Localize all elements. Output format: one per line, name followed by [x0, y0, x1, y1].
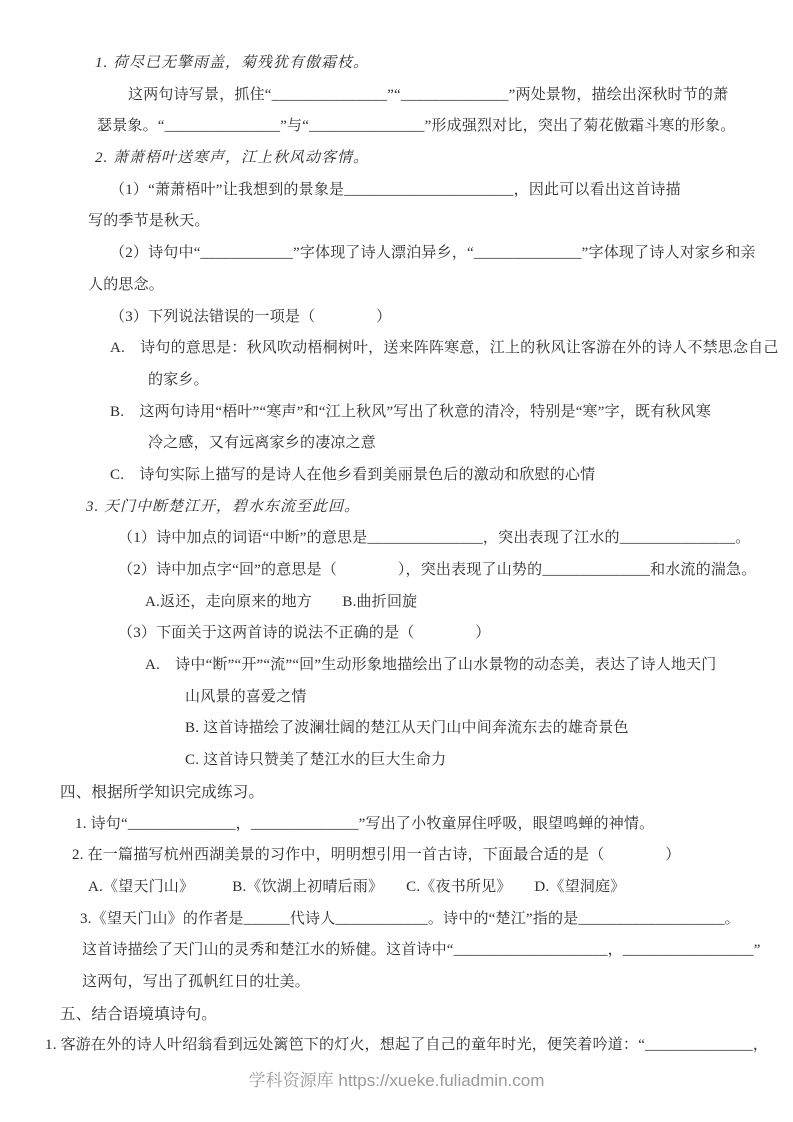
q3-poem-line: 3. 天门中断楚江开，碧水东流至此回。	[86, 498, 361, 515]
q2-option-a-line-1: A. 诗句的意思是：秋风吹动梧桐树叶，送来阵阵寒意，江上的秋风让客游在外的诗人不禁思念自己	[110, 340, 779, 357]
q1-analysis-line-2: 瑟景象。“_______________”与“_______________”形成强烈对比，突出了菊花傲霜斗寒的形象。	[97, 118, 736, 135]
q2-option-c: C. 诗句实际上描写的是诗人在他乡看到美丽景色后的激动和欣慰的心情	[110, 466, 596, 483]
q3-sub2-options: A.返还，走向原来的地方 B.曲折回旋	[145, 593, 418, 610]
q2-sub1-line-2: 写的季节是秋天。	[88, 213, 210, 230]
q3-option-c: C. 这首诗只赞美了楚江水的巨大生命力	[185, 752, 447, 769]
part-four-q2-options: A.《望天门山》 B.《饮湖上初晴后雨》 C.《夜书所见》 D.《望洞庭》	[88, 878, 626, 895]
q2-option-b-line-2: 冷之感，又有远离家乡的凄凉之意	[148, 435, 377, 452]
page-footer	[0, 1066, 793, 1091]
footer-site-label: 学科资源库	[248, 1071, 334, 1090]
q2-sub2-line-2: 人的思念。	[88, 276, 165, 293]
part-five-heading: 五、结合语境填诗句。	[60, 1005, 218, 1023]
part-four-q3-line-3: 这两句，写出了孤帆红日的壮美。	[82, 973, 311, 990]
q2-poem-line: 2. 萧萧梧叶送寒声，江上秋风动客情。	[95, 150, 370, 167]
q3-sub2-prompt: （2）诗中加点字“回”的意思是（ ），突出表现了山势的______________和水流的湍急。	[118, 562, 757, 578]
q2-option-b-line-1: B. 这两句诗用“梧叶”“寒声”和“江上秋风”写出了秋意的清冷，特别是“寒”字，既有秋风寒	[110, 403, 712, 420]
footer-url-link[interactable]: https://xueke.fuliadmin.com	[338, 1071, 545, 1090]
q1-analysis-line-1: 这两句诗写景，抓住“_______________”“______________”两处景物，描绘出深秋时节的萧	[128, 86, 729, 103]
q3-sub3-prompt: （3）下面关于这两首诗的说法不正确的是（ ）	[118, 625, 491, 642]
q2-sub3-prompt: （3）下列说法错误的一项是（ ）	[110, 308, 392, 325]
q3-sub1-prompt: （1）诗中加点的词语“中断”的意思是_______________，突出表现了江水的_______________。	[118, 530, 751, 547]
q2-sub1-line-1: （1）“萧萧梧叶”让我想到的景象是______________________，因此可以看出这首诗描	[110, 181, 681, 198]
part-four-heading: 四、根据所学知识完成练习。	[60, 783, 265, 801]
part-four-q3-line-2: 这首诗描绘了天门山的灵秀和楚江水的矫健。这首诗中“____________________，_________________”	[82, 942, 761, 959]
q2-sub2-line-1: （2）诗句中“____________”字体现了诗人漂泊异乡，“______________”字体现了诗人对家乡和亲	[110, 245, 756, 262]
part-four-q1: 1. 诗句“______________，______________”写出了小牧童屏住呼吸，眼望鸣蝉的神情。	[75, 815, 655, 832]
q3-option-a-line-1: A. 诗中“断”“开”“流”“回”生动形象地描绘出了山水景物的动态美，表达了诗人地天门	[145, 657, 717, 674]
part-four-q3-line-1: 3.《望天门山》的作者是______代诗人____________。诗中的“楚江”指的是___________________。	[80, 910, 740, 927]
part-five-q1-line-1: 1. 客游在外的诗人叶绍翁看到远处篱笆下的灯火，想起了自己的童年时光，便笑着吟道：“______________，	[45, 1037, 769, 1054]
part-four-q2: 2. 在一篇描写杭州西湖美景的习作中，明明想引用一首古诗，下面最合适的是（ ）	[72, 847, 681, 864]
q3-option-b: B. 这首诗描绘了波澜壮阔的楚江从天门山中间奔流东去的雄奇景色	[185, 720, 629, 737]
q2-option-a-line-2: 的家乡。	[148, 371, 209, 388]
q1-poem-line: 1. 荷尽已无擎雨盖，菊残犹有傲霜枝。	[95, 55, 370, 71]
q3-option-a-line-2: 山风景的喜爱之情	[185, 688, 307, 705]
